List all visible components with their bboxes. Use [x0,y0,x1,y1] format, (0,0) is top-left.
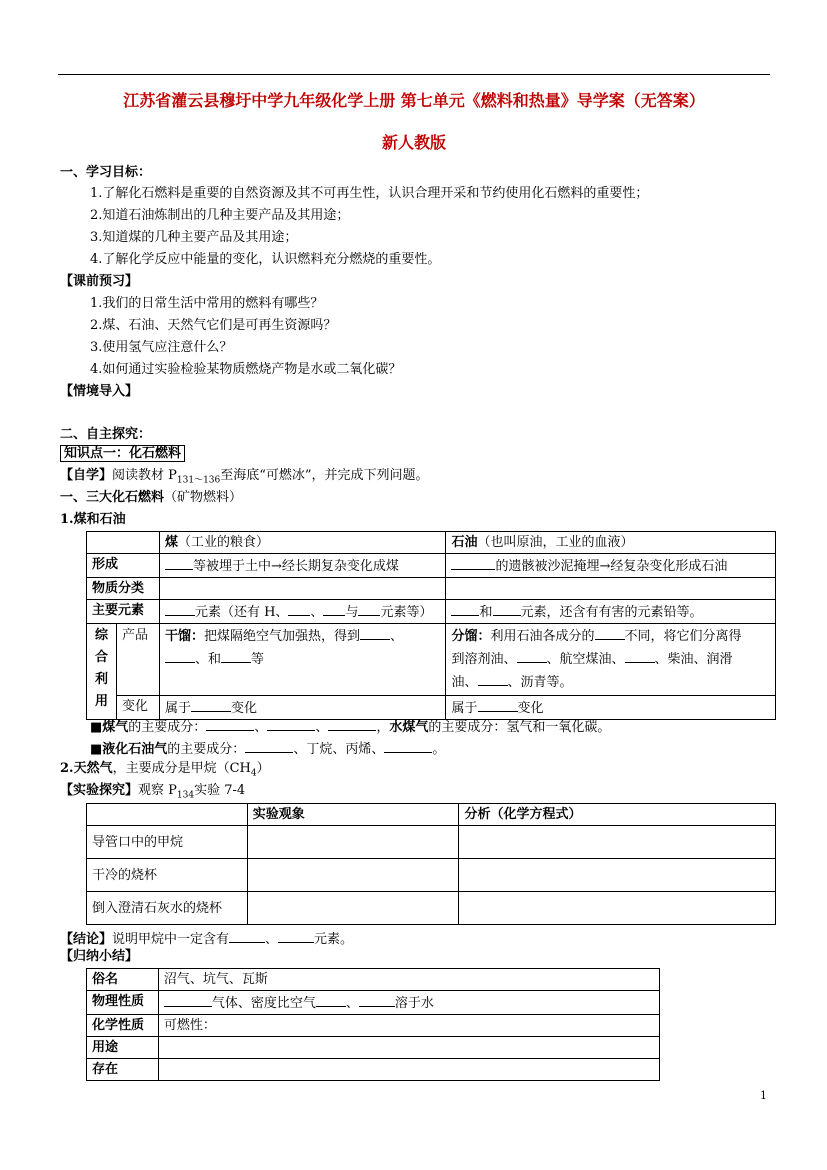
row-label: 主要元素 [87,600,160,624]
section1-heading: 一、学习目标： [60,165,152,180]
exp-row-label: 导管口中的甲烷 [87,826,248,859]
selfstudy-line: 【自学】阅读教材 $P_{131\sim 136}$至海底“可燃冰”，并完成下列问题。 [60,468,429,486]
doc-title: 江苏省灌云县穆圩中学九年级化学上册 第七单元《燃料和热量》导学案（无答案） [123,91,705,110]
exp-row-label: 倒入澄清石灰水的烧杯 [87,892,248,925]
doc-subtitle: 新人教版 [381,133,446,152]
header-rule [58,74,770,75]
goal-item: 1.了解化石燃料是重要的自然资源及其不可再生性，认识合理开采和节约使用化石燃料的重要性； [90,186,649,201]
coal-oil-heading: 1.煤和石油 [60,512,126,527]
preview-heading: 【课前预习】 [60,274,139,289]
section2-heading: 二、自主探究： [60,427,152,442]
row-label-combined: 综 合 利 用 [87,624,117,720]
preview-item: 1.我们的日常生活中常用的燃料有哪些？ [90,296,324,311]
sub-label: 产品 [116,624,159,696]
page-number: 1 [760,1089,767,1102]
goal-item: 4.了解化学反应中能量的变化，认识燃料充分燃烧的重要性。 [90,252,441,267]
summary-table: 俗名 沼气、坑气、瓦斯 物理性质 气体、密度比空气 、 溶于水 化学性质 可燃性： 用途 存在 [86,968,660,1081]
row-label: 形成 [87,554,160,578]
experiment-line: 【实验探究】观察 $P_{134}$实验 7-4 [60,783,246,801]
sub-label: 变化 [116,696,159,720]
knowledge-point-box: 知识点一：化石燃料 [60,445,185,462]
goal-item: 2.知道石油炼制出的几种主要产品及其用途； [90,208,350,223]
exp-row-label: 干冷的烧杯 [87,859,248,892]
intro-heading: 【情境导入】 [60,384,139,399]
summary-heading: 【归纳小结】 [60,949,139,964]
coal-oil-table: 煤（工业的粮食） 石油（也叫原油，工业的血液） 形成 等被埋于土中→经长期复杂变化成煤 的遗骸被沙泥掩埋→经复杂变化形成石油 物质分类 主要元素 元素（还有 H、 、 与 元素等） 和 元素，还含有有害的元素铅等。 综 合 利 用 产品 干馏：把煤隔绝空气加强热，得到 、 、和 等 分馏：利用石油各成分的 不同，将它们分离得 到溶剂油、 、航空煤油、 、柴油、润滑 油、 、沥青等。 变化 属于 变化 属于 变化 [86,531,776,720]
conclusion-line: 【结论】说明甲烷中一定含有 、 元素。 [60,928,353,949]
experiment-table: 实验观象 分析（化学方程式） 导管口中的甲烷 干冷的烧杯 倒入澄清石灰水的烧杯 [86,803,776,925]
fossil-heading: 一、三大化石燃料（矿物燃料） [60,490,243,505]
coal-gas-line: ■煤气的主要成分： 、 、 ，水煤气的主要成分：氢气和一氧化碳。 [90,716,610,737]
goal-item: 3.知道煤的几种主要产品及其用途； [90,230,298,245]
row-label: 物质分类 [87,578,160,600]
natural-gas-heading: 2.天然气，主要成分是甲烷$(CH_4)$ [60,761,270,779]
preview-item: 3.使用氢气应注意什么？ [90,340,233,355]
lpg-line: ■液化石油气的主要成分： 、丁烷、丙烯、 。 [90,738,445,759]
preview-item: 2.煤、石油、天然气它们是可再生资源吗？ [90,318,337,333]
preview-item: 4.如何通过实验检验某物质燃烧产物是水或二氧化碳？ [90,362,402,377]
